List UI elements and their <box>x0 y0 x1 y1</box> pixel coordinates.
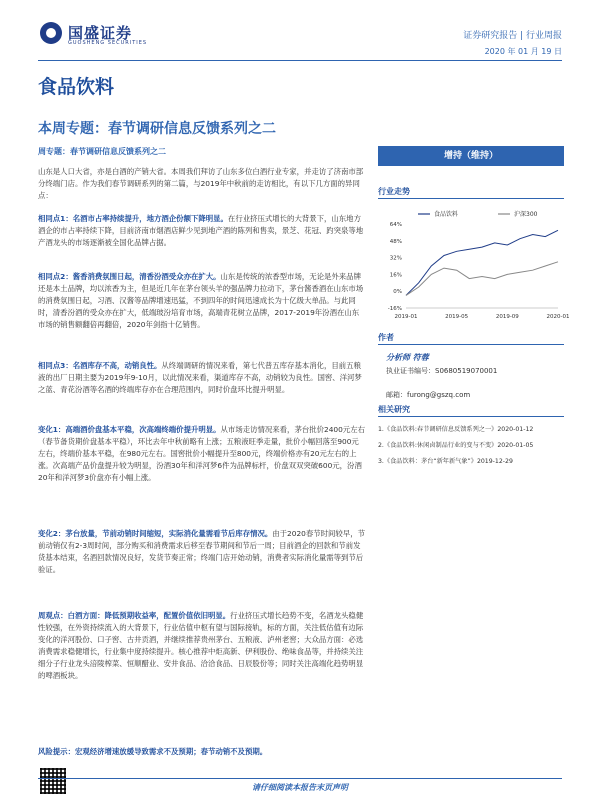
y-tick-label: 32% <box>389 255 402 262</box>
y-axis <box>388 222 558 312</box>
brand-name-en: GUOSHENG SECURITIES <box>68 40 148 46</box>
related-item[interactable]: 2.《食品饮料:休闲卤制品行业的变与不变》2020-01-05 <box>378 442 534 449</box>
paragraph-head: 相同点3：名酒库存不高，动销良性。 <box>38 361 162 370</box>
paragraph-head: 相同点2：酱香消费氛围日起，清香汾酒受众亦在扩大。 <box>38 272 221 281</box>
y-tick-label: 48% <box>389 238 402 245</box>
paragraph-6 <box>38 610 366 682</box>
paragraph-1 <box>38 213 366 249</box>
related-item[interactable]: 1.《食品饮料:春节调研信息反馈系列之一》2020-01-12 <box>378 426 534 433</box>
series-line-0 <box>406 230 558 295</box>
paragraph-body: 山东是传统的浓香型市场，无论是外来品牌还是本土品牌，均以浓香为主，但是近几年在茅台领头羊的强品牌力拉动下，茅台酱香酒在山东市场的消费氛围日起，习酒、汉酱等品牌增速迅猛，不到四年的时间迅速成长为十亿级大单品。与此同时，清香汾酒的受众亦在扩大，低端玻汾培育市场，高端青花树立品牌，2017-2019年汾酒在山东市场的销售额翻倍再翻倍，2020年剑指十亿销售。 <box>38 272 364 329</box>
trend-chart <box>378 204 570 324</box>
related-divider <box>378 416 564 417</box>
paragraph-3 <box>38 360 366 396</box>
license-number: 执业证书编号：S0680519070001 <box>386 367 498 375</box>
x-tick-label: 2020-01 <box>546 314 570 320</box>
paragraph-body: 行业挤压式增长趋势不变，名酒龙头稳健性较强，在外资持续流入的大背景下，行业估值中枢有望与国际接轨，标的方面，关注低估值有边际变化的洋河股份、口子窖、古井贡酒，并继续推荐贵州茅台、五粮液、泸州老窖；大众品方面：必选消费需求稳健增长，行业集中度持续提升。核心推荐中炬高新、伊利股份、绝味食品等，并持续关注细分子行业龙头涪陵榨菜、恒顺醋业、安井食品、洽洽食品、日辰股份等；同时关注高端化趋势明显的啤酒板块。 <box>38 611 364 680</box>
paragraph-body: 在行业挤压式增长的大背景下，山东地方酒企的市占率持续下降，目前济南市烟酒店鲜少见到地产酒的陈列和售卖，景芝、花冠、趵突泉等地产酒龙头的市场逐渐被全国化品牌占据。 <box>38 214 364 247</box>
legend <box>418 210 538 218</box>
trend-divider <box>378 198 564 199</box>
paragraph-head: 变化1：高端酒价盘基本平稳，次高端终端价提升明显。 <box>38 425 221 434</box>
paragraph-5 <box>38 528 366 576</box>
analyst-names: 分析师 符蓉 <box>386 353 429 362</box>
paragraph-head: 相同点1：名酒市占率持续提升，地方酒企份额下降明显。 <box>38 214 228 223</box>
y-tick-label: 0% <box>393 289 402 296</box>
x-tick-label: 2019-09 <box>495 314 519 320</box>
analyst-divider <box>378 344 564 345</box>
series-lines <box>406 230 558 295</box>
y-tick-label: -16% <box>387 306 402 312</box>
series-line-1 <box>406 262 558 296</box>
paragraph-head: 变化2：茅台放量，节前动销时间缩短，实际消化量需看节后库存情况。 <box>38 529 273 538</box>
y-tick-label: 64% <box>389 222 402 228</box>
paragraph-body: 由于2020春节时间较早，节前动销仅有2-3周时间，部分购买和消费需求后移至春节期间和节后一周；目前酒企的回款和节前发货基本结束，名酒回款情况良好，发货节奏正常；终端门店开始动销，消费者实际消化量需等到节后验证。 <box>38 529 365 574</box>
x-axis <box>395 314 570 320</box>
report-date: 2020 年 01 月 19 日 <box>484 47 562 56</box>
paragraph-head: 周观点：白酒方面：降低预期收益率，配置价值依旧明显。 <box>38 611 231 620</box>
paragraph-0 <box>38 166 366 202</box>
footer-divider <box>38 778 562 779</box>
report-type: 证券研究报告 | 行业周报 <box>463 31 562 41</box>
paragraph-4 <box>38 424 366 484</box>
sector-title: 食品饮料 <box>38 76 115 98</box>
page-title: 本周专题：春节调研信息反馈系列之二 <box>38 121 276 137</box>
brand-logo-icon <box>40 22 62 44</box>
trend-label: 行业走势 <box>378 187 410 196</box>
paragraph-body: 从市场走访情况来看，茅台批价2400元左右（春节备货期价盘基本平稳），环比去年中秋前略有上涨；五粮液旺季走量，批价小幅回落至900元左右，终端价基本平稳，在980元左右。国窖批价小幅提升至800元，终端价格亦有20元左右的上涨。次高端产品价盘提升较为明显，汾酒30年和洋河梦6件为品牌标杆，价盘双双突破600元，汾酒20年和洋河梦3价盘亦有小幅上涨。 <box>38 425 365 482</box>
footer-disclaimer: 请仔细阅读本报告末页声明 <box>252 783 348 792</box>
brand-name: 国盛证券 <box>68 24 133 42</box>
x-tick-label: 2019-01 <box>394 314 418 320</box>
related-label: 相关研究 <box>378 405 410 414</box>
y-tick-label: 16% <box>389 272 402 279</box>
x-tick-label: 2019-05 <box>445 314 469 320</box>
paragraph-body: 山东是人口大省，亦是白酒的产销大省。本周我们拜访了山东多位白酒行业专家，并走访了济南市部分终端门店。作为我们春节调研系列的第二篇，与2019年中秋前的走访相比，有以下几方面的异同点： <box>38 167 364 200</box>
risk-note: 风险提示：宏观经济增速放缓导致需求不及预期；春节动销不及预期。 <box>38 747 268 756</box>
analyst-email[interactable]: 邮箱：furong@gszq.com <box>386 391 471 399</box>
related-item[interactable]: 3.《食品饮料：茅台“新年新气象”》2019-12-29 <box>378 458 513 465</box>
analyst-label: 作者 <box>378 333 394 342</box>
rating-badge: 增持（维持） <box>378 146 564 166</box>
subtitle: 周专题：春节调研信息反馈系列之二 <box>38 147 166 156</box>
header-divider <box>38 60 562 61</box>
paragraph-body: 从终端调研的情况来看，第七代普五库存基本消化，目前五粮液的出厂日期主要为2019年9-10月，以此情况来看，渠道库存不高，动销较为良性。国窖、洋河梦之蓝、青花汾酒等名酒的终端库存亦在合理范围内，同时价盘环比提升明显。 <box>38 361 362 394</box>
legend-label: 沪深300 <box>514 211 538 218</box>
legend-label: 食品饮料 <box>434 211 459 218</box>
paragraph-2 <box>38 271 366 331</box>
